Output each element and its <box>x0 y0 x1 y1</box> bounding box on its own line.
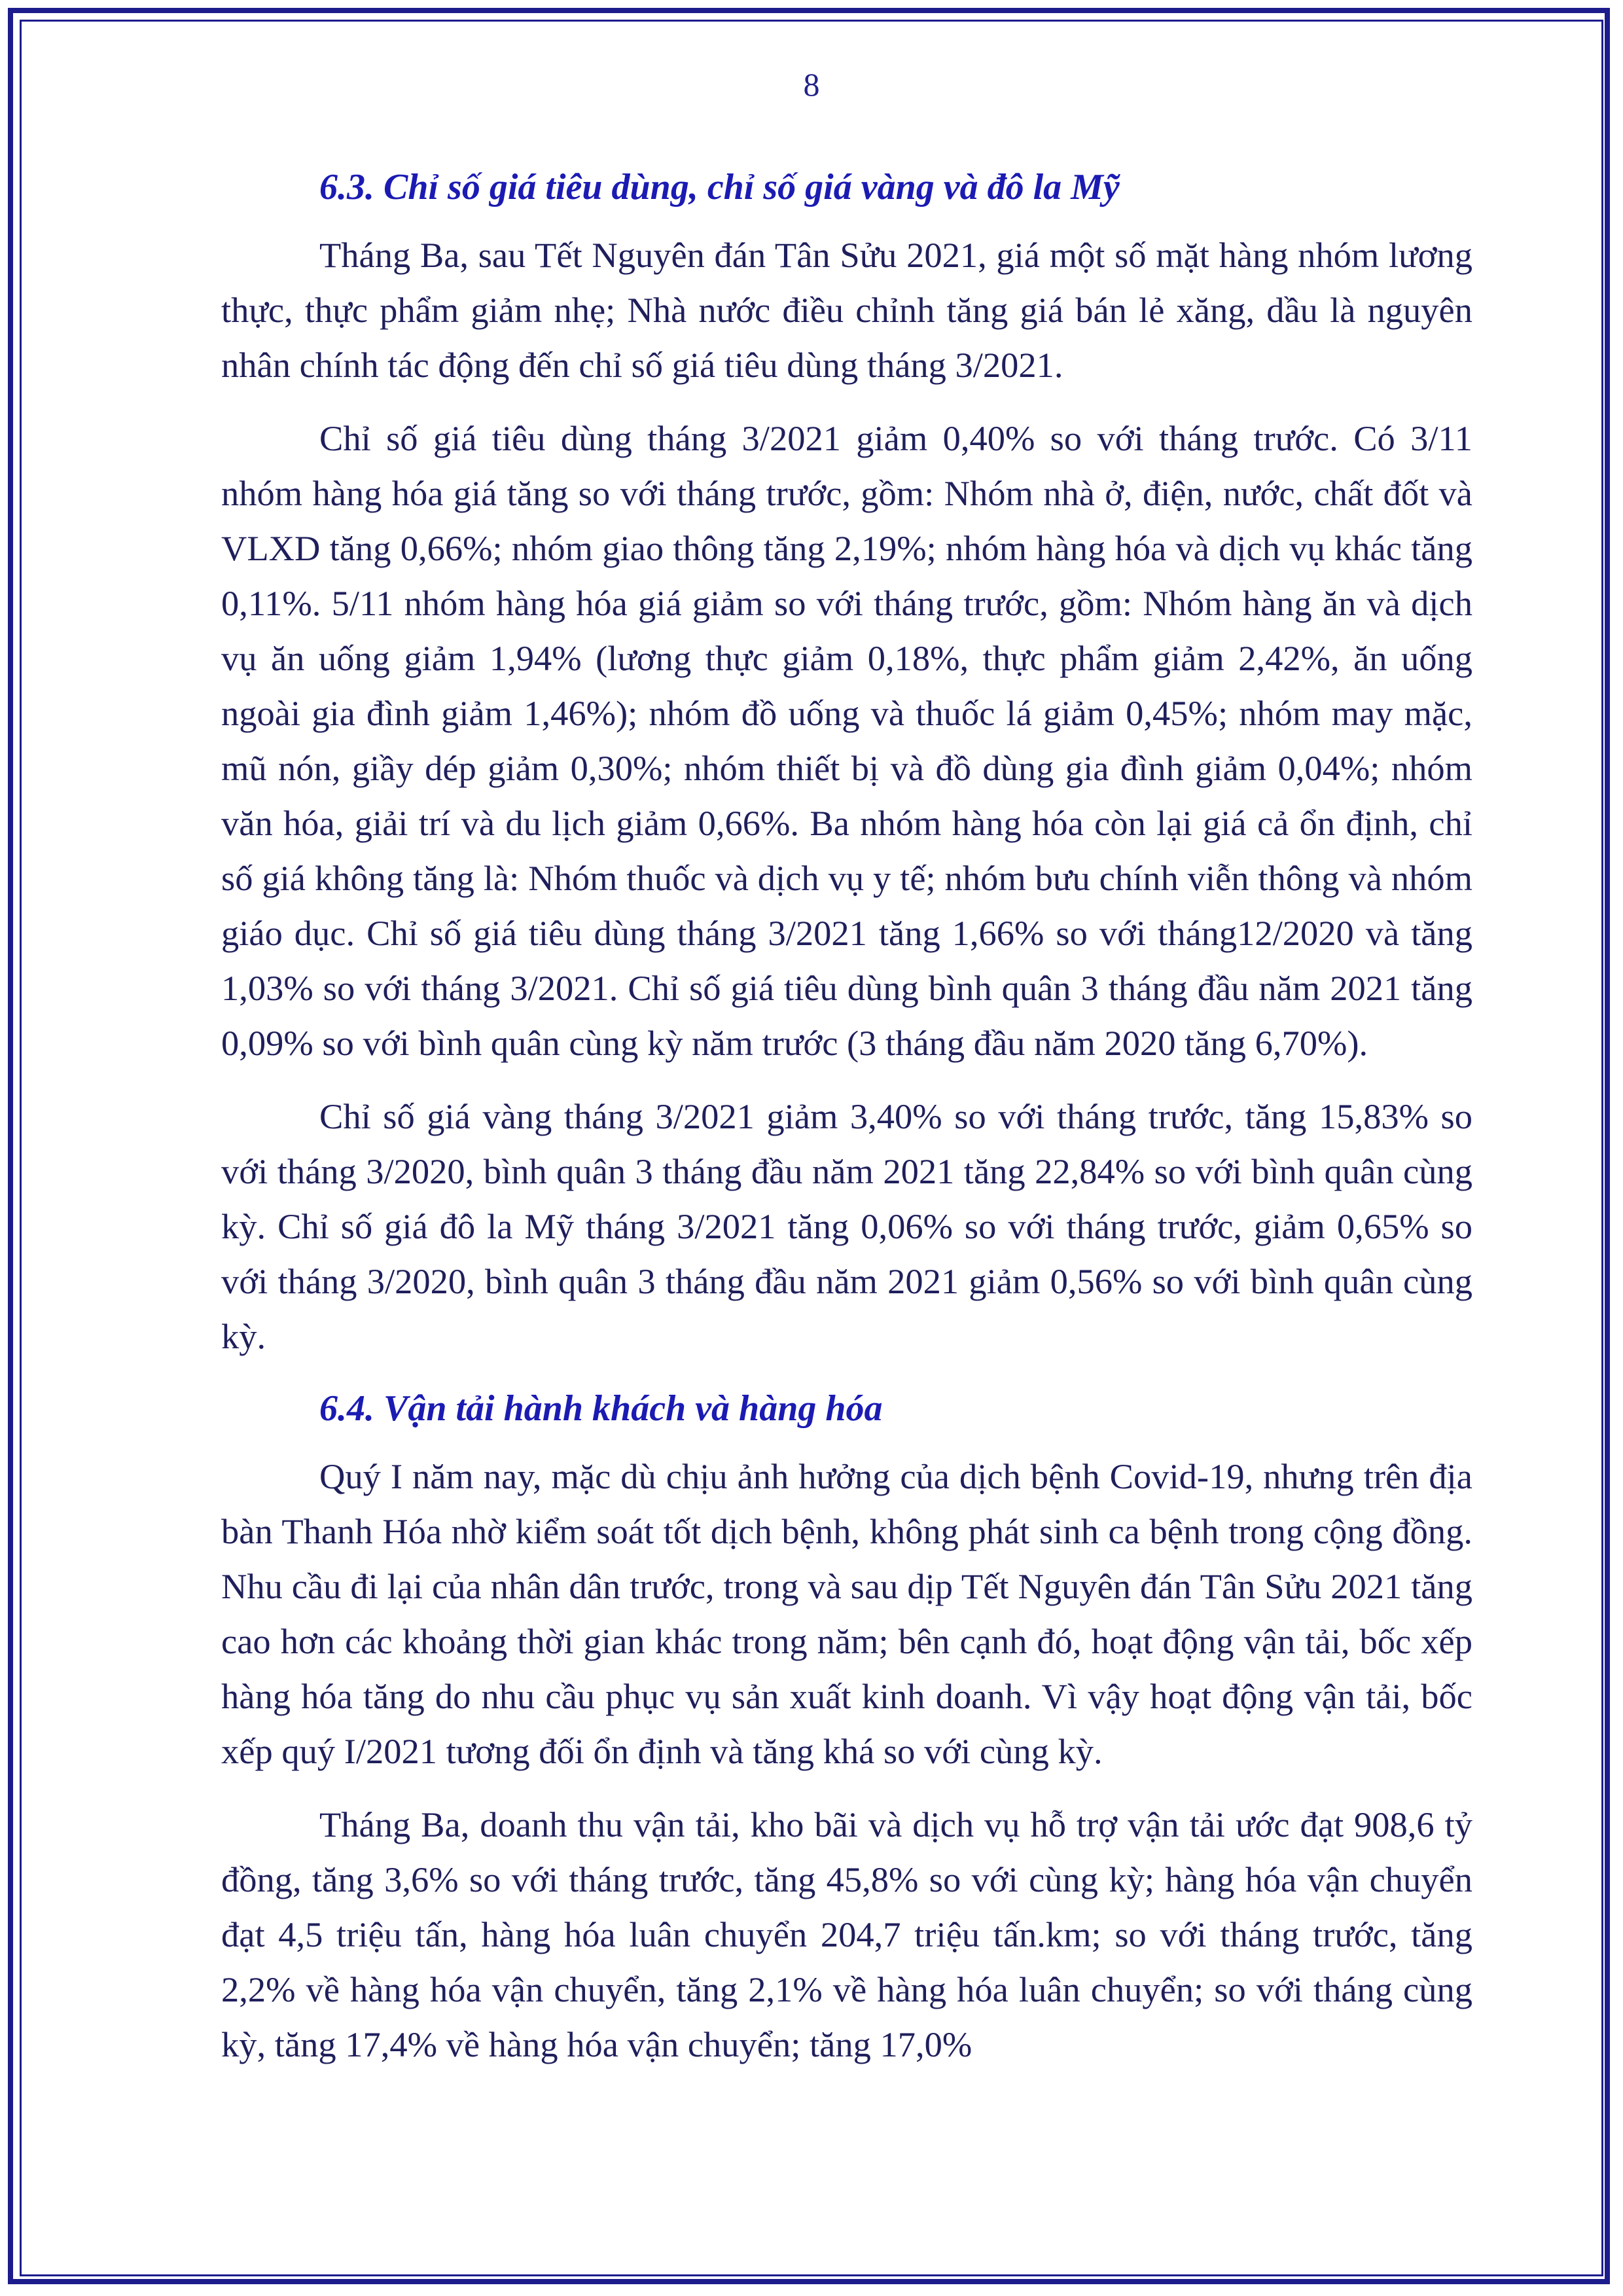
document-body <box>221 149 1472 2090</box>
paragraph: Chỉ số giá vàng tháng 3/2021 giảm 3,40% so với tháng trước, tăng 15,83% so với tháng 3/2020, bình quân 3 tháng đầu năm 2021 tăng 22,84% so với bình quân cùng kỳ. Chỉ số giá đô la Mỹ tháng 3/2021 tăng 0,06% so với tháng trước, giảm 0,65% so với tháng 3/2020, bình quân 3 tháng đầu năm 2021 giảm 0,56% so với bình quân cùng kỳ. <box>221 1096 1472 1356</box>
paragraph: Tháng Ba, sau Tết Nguyên đán Tân Sửu 2021, giá một số mặt hàng nhóm lương thực, thực phẩm giảm nhẹ; Nhà nước điều chỉnh tăng giá bán lẻ xăng, dầu là nguyên nhân chính tác động đến chỉ số giá tiêu dùng tháng 3/2021. <box>221 235 1472 385</box>
section-heading-6-4: 6.4. Vận tải hành khách và hàng hóa <box>319 1388 883 1429</box>
section-heading-6-3: 6.3. Chỉ số giá tiêu dùng, chỉ số giá vàng và đô la Mỹ <box>319 167 1120 207</box>
paragraph: Tháng Ba, doanh thu vận tải, kho bãi và dịch vụ hỗ trợ vận tải ước đạt 908,6 tỷ đồng, tăng 3,6% so với tháng trước, tăng 45,8% so với cùng kỳ; hàng hóa vận chuyển đạt 4,5 triệu tấn, hàng hóa luân chuyển 204,7 triệu tấn.km; so với tháng trước, tăng 2,2% về hàng hóa vận chuyển, tăng 2,1% về hàng hóa luân chuyển; so với tháng cùng kỳ, tăng 17,4% về hàng hóa vận chuyển; tăng 17,0% <box>221 1804 1472 2064</box>
page-number: 8 <box>803 66 820 103</box>
paragraph: Chỉ số giá tiêu dùng tháng 3/2021 giảm 0,40% so với tháng trước. Có 3/11 nhóm hàng hóa giá tăng so với tháng trước, gồm: Nhóm nhà ở, điện, nước, chất đốt và VLXD tăng 0,66%; nhóm giao thông tăng 2,19%; nhóm hàng hóa và dịch vụ khác tăng 0,11%. 5/11 nhóm hàng hóa giá giảm so với tháng trước, gồm: Nhóm hàng ăn và dịch vụ ăn uống giảm 1,94% (lương thực giảm 0,18%, thực phẩm giảm 2,42%, ăn uống ngoài gia đình giảm 1,46%); nhóm đồ uống và thuốc lá giảm 0,45%; nhóm may mặc, mũ nón, giầy dép giảm 0,30%; nhóm thiết bị và đồ dùng gia đình giảm 0,04%; nhóm văn hóa, giải trí và du lịch giảm 0,66%. Ba nhóm hàng hóa còn lại giá cả ổn định, chỉ số giá không tăng là: Nhóm thuốc và dịch vụ y tế; nhóm bưu chính viễn thông và nhóm giáo dục. Chỉ số giá tiêu dùng tháng 3/2021 tăng 1,66% so với tháng12/2020 và tăng 1,03% so với tháng 3/2021. Chỉ số giá tiêu dùng bình quân 3 tháng đầu năm 2021 tăng 0,09% so với bình quân cùng kỳ năm trước (3 tháng đầu năm 2020 tăng 6,70%). <box>221 418 1472 1063</box>
paragraph: Quý I năm nay, mặc dù chịu ảnh hưởng của dịch bệnh Covid-19, nhưng trên địa bàn Thanh Hóa nhờ kiểm soát tốt dịch bệnh, không phát sinh ca bệnh trong cộng đồng. Nhu cầu đi lại của nhân dân trước, trong và sau dịp Tết Nguyên đán Tân Sửu 2021 tăng cao hơn các khoảng thời gian khác trong năm; bên cạnh đó, hoạt động vận tải, bốc xếp hàng hóa tăng do nhu cầu phục vụ sản xuất kinh doanh. Vì vậy hoạt động vận tải, bốc xếp quý I/2021 tương đối ổn định và tăng khá so với cùng kỳ. <box>221 1456 1472 1771</box>
